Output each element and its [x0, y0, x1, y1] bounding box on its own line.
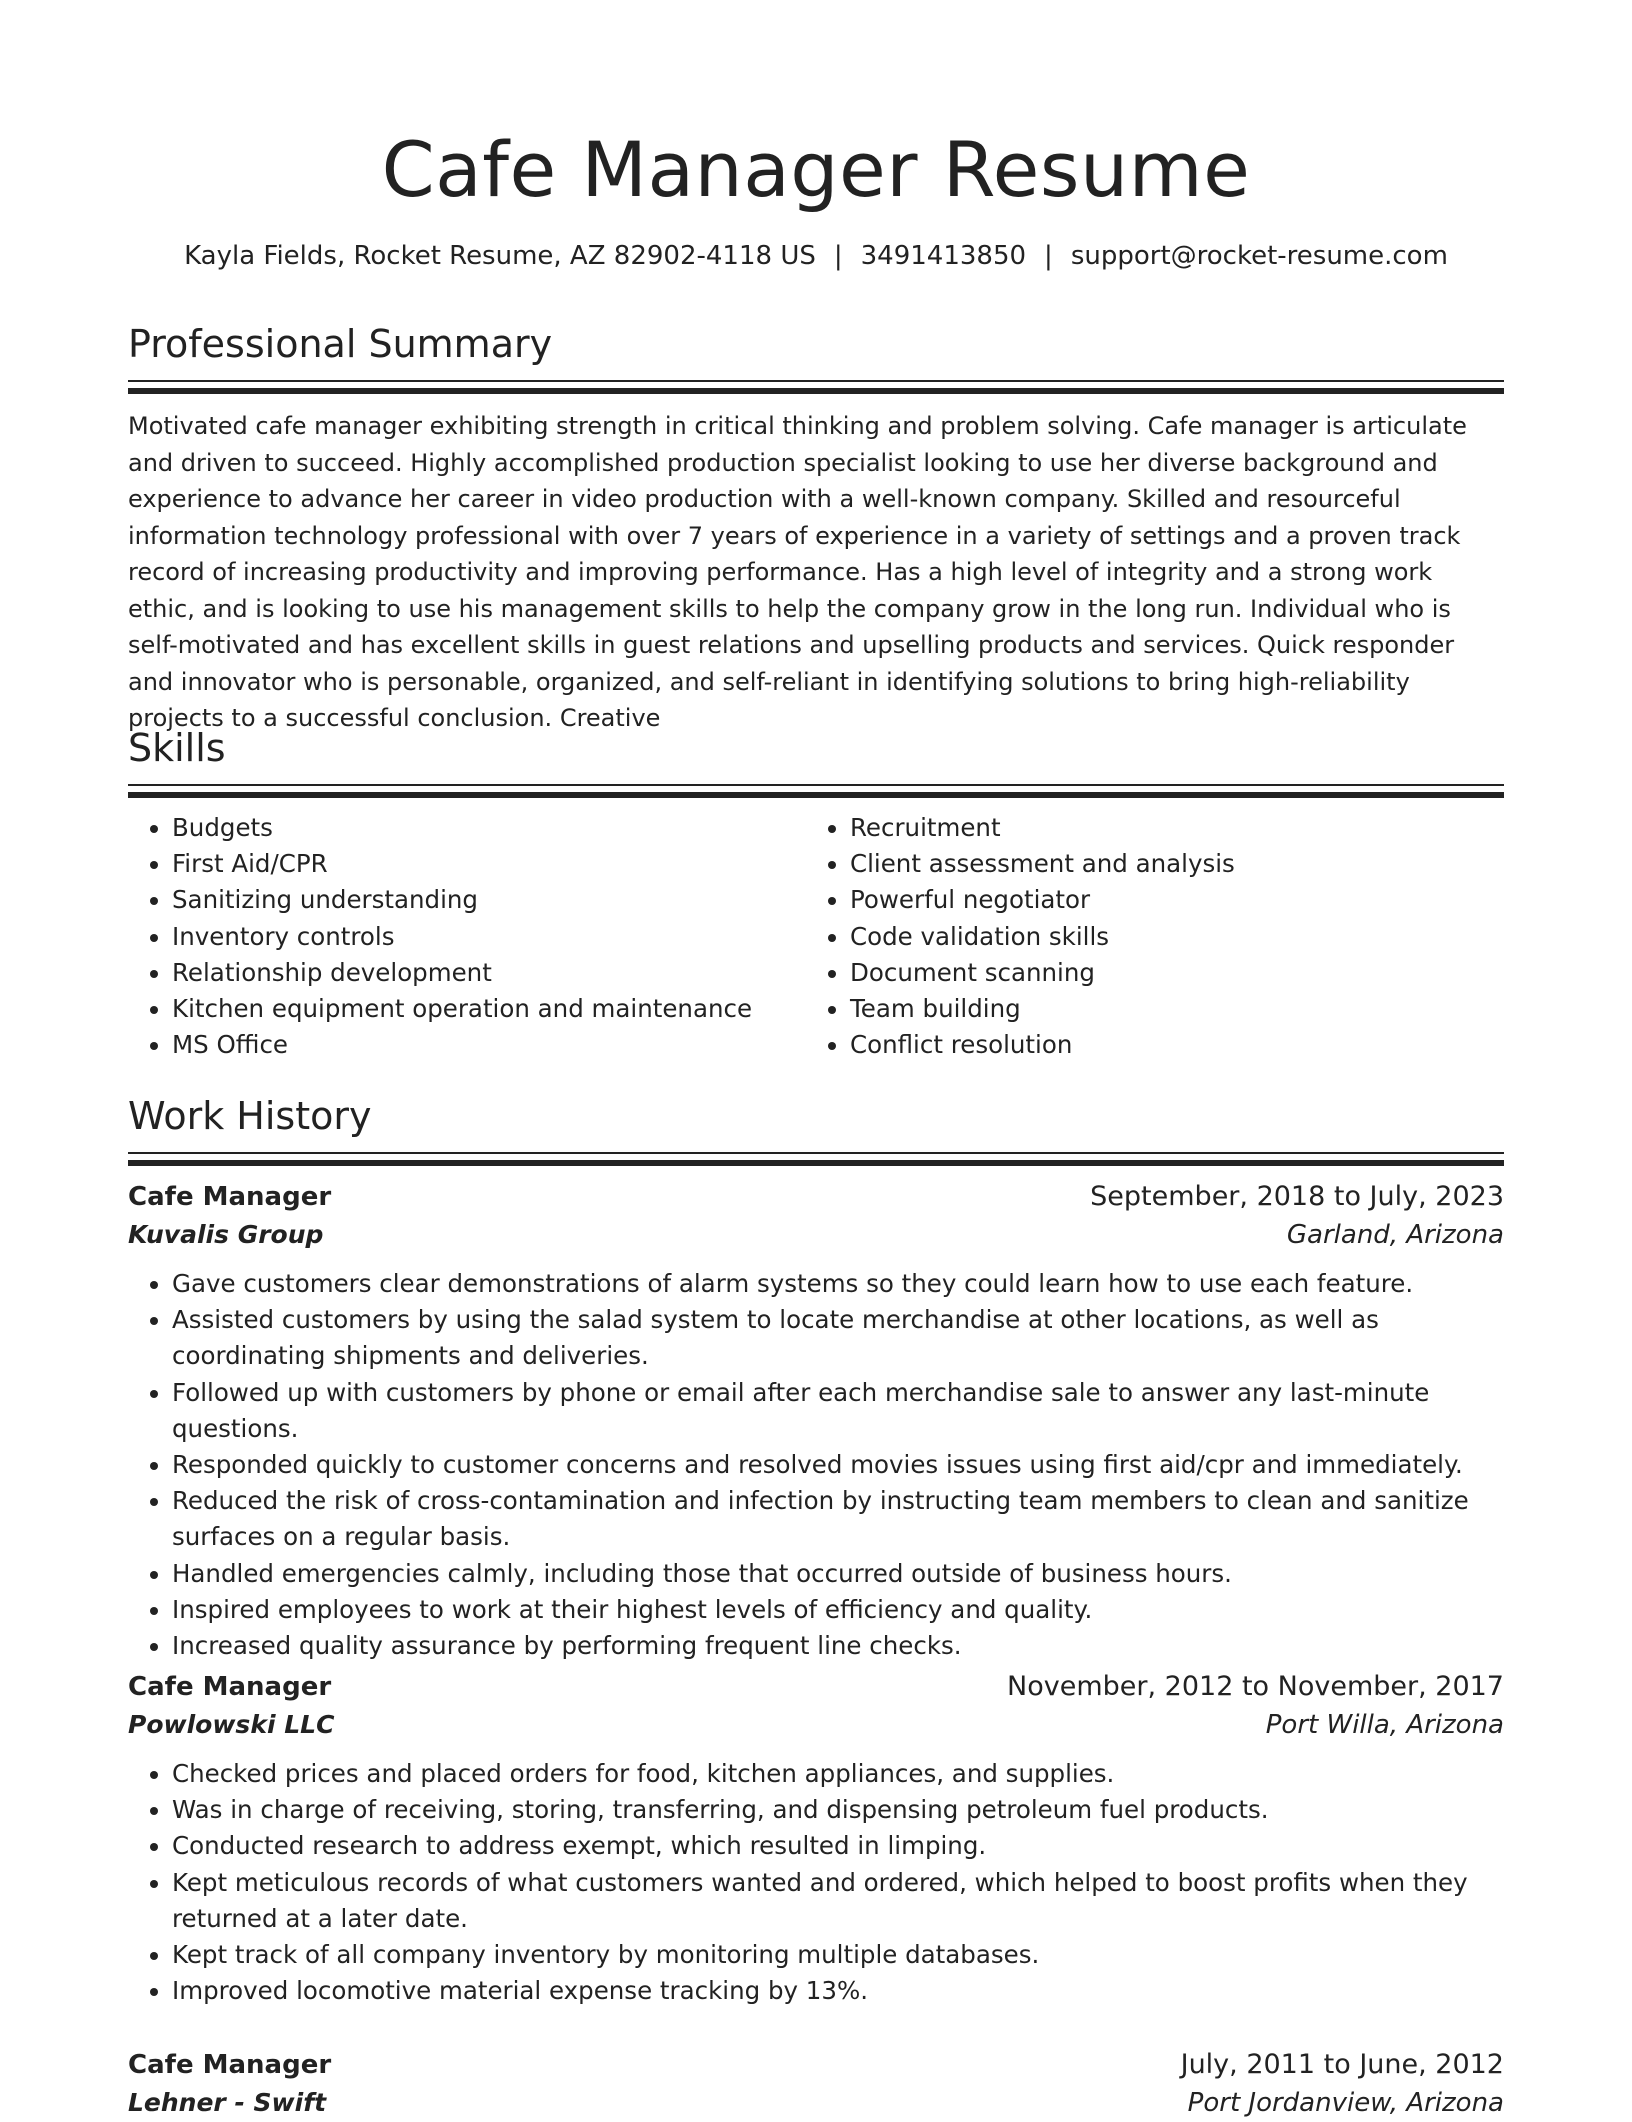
skill-item: • Recruitment — [850, 810, 1484, 846]
job-bullet: • Kept meticulous records of what customers wanted and ordered, which helped to boost profits when they returned at a later date. — [172, 1865, 1504, 1937]
job-header — [128, 1178, 1504, 1216]
job-entry — [128, 2046, 1504, 2122]
contact-email: support@rocket-resume.com — [1070, 241, 1448, 271]
job-dates: July, 2011 to June, 2012 — [1180, 2049, 1504, 2080]
job-bullet: • Reduced the risk of cross-contamination and infection by instructing team members to clean and sanitize surfaces on a regular basis. — [172, 1483, 1504, 1555]
skill-item: • MS Office — [172, 1027, 806, 1063]
job-bullet: • Was in charge of receiving, storing, transferring, and dispensing petroleum fuel products. — [172, 1792, 1504, 1828]
skill-item: • Powerful negotiator — [850, 882, 1484, 918]
skill-item: • Code validation skills — [850, 919, 1484, 955]
job-bullet: • Handled emergencies calmly, including those that occurred outside of business hours. — [172, 1556, 1504, 1592]
contact-address: Kayla Fields, Rocket Resume, AZ 82902-4118 US — [184, 241, 816, 271]
job-title: Cafe Manager — [128, 1182, 332, 1212]
skill-item: • Client assessment and analysis — [850, 846, 1484, 882]
contact-separator: | — [833, 241, 843, 271]
job-dates: September, 2018 to July, 2023 — [1090, 1181, 1504, 1212]
skill-item: • Team building — [850, 991, 1484, 1027]
job-subheader — [128, 1706, 1504, 1744]
skill-item: • Document scanning — [850, 955, 1484, 991]
job-company: Kuvalis Group — [128, 1220, 324, 1249]
section-divider — [128, 380, 1504, 392]
job-entry — [128, 1178, 1504, 1664]
work-history-section — [128, 1090, 1504, 1164]
skills-list-right — [806, 810, 1484, 1063]
contact-phone: 3491413850 — [860, 241, 1027, 271]
job-location: Port Willa, Arizona — [1265, 1710, 1504, 1740]
summary-text: Motivated cafe manager exhibiting strength in critical thinking and problem solving. Cafe manager is articulate and driven to succeed. Highly accomplished production specialist looking to use her diverse background and experience to advance her career in video production with a well-known company. Skilled and resourceful information technology professional with over 7 years of experience in a variety of settings and a proven track record of increasing productivity and improving performance. Has a high level of integrity and a strong work ethic, and is looking to use his management skills to help the company grow in the long run. Individual who is self-motivated and has excellent skills in guest relations and upselling products and services. Quick responder and innovator who is personable, organized, and self-reliant in identifying solutions to bring high-reliability projects to a successful conclusion. Creative — [128, 412, 1467, 732]
job-entry — [128, 1668, 1504, 2009]
job-bullet: • Responded quickly to customer concerns and resolved movies issues using first aid/cpr and immediately. — [172, 1447, 1504, 1483]
section-divider — [128, 784, 1504, 796]
skills-section — [128, 722, 1504, 1063]
job-title: Cafe Manager — [128, 2050, 332, 2080]
job-bullet-list — [128, 1266, 1504, 1664]
job-subheader — [128, 2084, 1504, 2122]
skills-list-left — [128, 810, 806, 1063]
skill-item: • First Aid/CPR — [172, 846, 806, 882]
job-header — [128, 1668, 1504, 1706]
job-location: Garland, Arizona — [1286, 1220, 1504, 1250]
job-bullet: • Checked prices and placed orders for food, kitchen appliances, and supplies. — [172, 1756, 1504, 1792]
professional-summary-section — [128, 318, 1504, 737]
section-heading-work-history: Work History — [128, 1094, 372, 1138]
skill-item: • Inventory controls — [172, 919, 806, 955]
page-title: Cafe Manager Resume — [381, 125, 1251, 214]
job-company: Powlowski LLC — [128, 1710, 335, 1739]
job-bullet: • Increased quality assurance by performing frequent line checks. — [172, 1628, 1504, 1664]
section-heading-summary: Professional Summary — [128, 322, 553, 366]
skills-columns — [128, 810, 1504, 1063]
job-dates: November, 2012 to November, 2017 — [1007, 1671, 1504, 1702]
job-title: Cafe Manager — [128, 1672, 332, 1702]
skill-item: • Conflict resolution — [850, 1027, 1484, 1063]
job-bullet: • Kept track of all company inventory by monitoring multiple databases. — [172, 1937, 1504, 1973]
job-bullet: • Gave customers clear demonstrations of alarm systems so they could learn how to use each feature. — [172, 1266, 1504, 1302]
section-divider — [128, 1152, 1504, 1164]
skill-item: • Budgets — [172, 810, 806, 846]
contact-line — [128, 236, 1504, 276]
job-header — [128, 2046, 1504, 2084]
skill-item: • Sanitizing understanding — [172, 882, 806, 918]
job-company: Lehner - Swift — [128, 2088, 327, 2117]
job-subheader — [128, 1216, 1504, 1254]
section-heading-skills: Skills — [128, 726, 226, 770]
job-location: Port Jordanview, Arizona — [1187, 2088, 1504, 2118]
contact-separator: | — [1044, 241, 1053, 271]
job-bullet-list — [128, 1756, 1504, 2009]
job-bullet: • Conducted research to address exempt, which resulted in limping. — [172, 1828, 1504, 1864]
job-bullet: • Assisted customers by using the salad system to locate merchandise at other locations, as well as coordinating shipments and deliveries. — [172, 1302, 1504, 1374]
job-bullet: • Improved locomotive material expense tracking by 13%. — [172, 1973, 1504, 2009]
job-bullet: • Followed up with customers by phone or email after each merchandise sale to answer any last-minute questions. — [172, 1375, 1504, 1447]
job-bullet: • Inspired employees to work at their highest levels of efficiency and quality. — [172, 1592, 1504, 1628]
skill-item: • Kitchen equipment operation and maintenance — [172, 991, 806, 1027]
skill-item: • Relationship development — [172, 955, 806, 991]
